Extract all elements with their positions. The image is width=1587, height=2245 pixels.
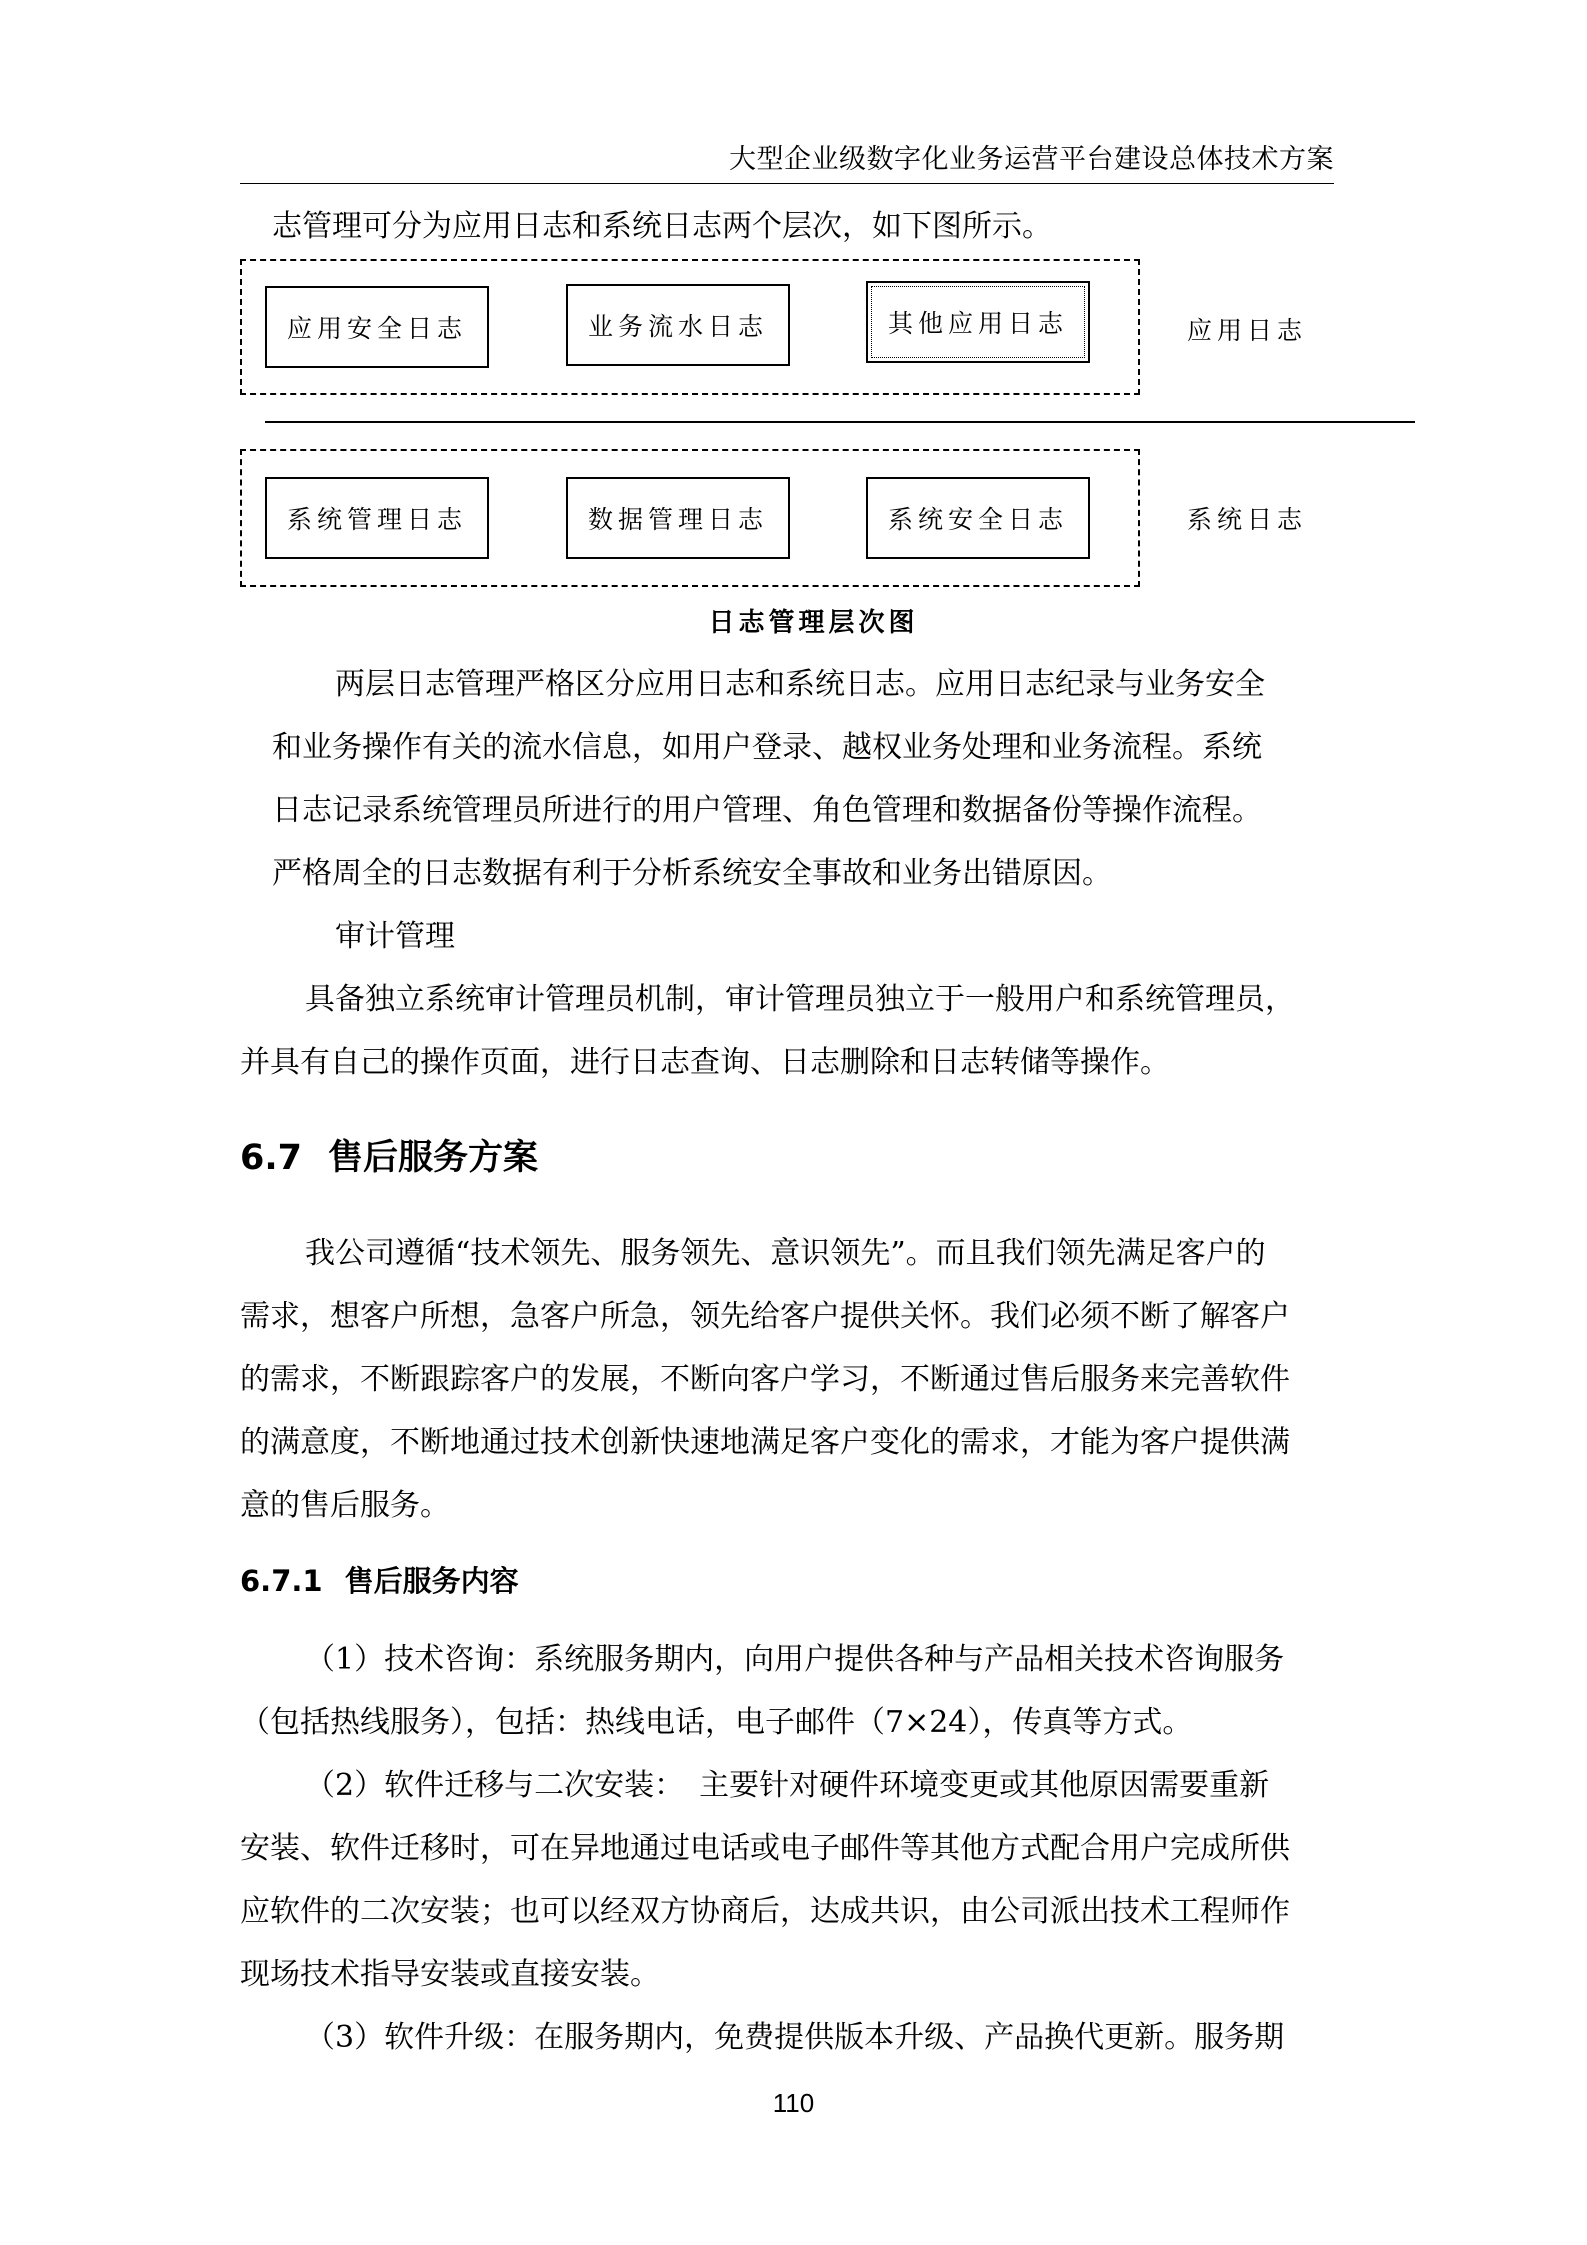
section-6-7-line: 意的售后服务。	[240, 1488, 450, 1523]
app-log-label: 应用日志	[1187, 316, 1308, 345]
item-2-line: 安装、软件迁移时，可在异地通过电话或电子邮件等其他方式配合用户完成所供	[240, 1831, 1290, 1866]
item-3-line: （3）软件升级：在服务期内，免费提供版本升级、产品换代更新。服务期	[305, 2020, 1285, 2055]
sys-security-log-box: 系统安全日志	[866, 477, 1090, 559]
section-title: 售后服务内容	[344, 1564, 519, 1598]
sys-manage-log-box: 系统管理日志	[265, 477, 489, 559]
item-2-line: 现场技术指导安装或直接安装。	[240, 1957, 660, 1992]
body-p1-line: 两层日志管理严格区分应用日志和系统日志。应用日志纪录与业务安全	[335, 667, 1265, 702]
other-app-log-box: 其他应用日志	[866, 281, 1090, 363]
layer-divider-line	[265, 421, 1415, 423]
section-6-7-line: 需求，想客户所想，急客户所急，领先给客户提供关怀。我们必须不断了解客户	[240, 1299, 1290, 1334]
section-number: 6.7	[240, 1138, 303, 1178]
item-2-line: （2）软件迁移与二次安装： 主要针对硬件环境变更或其他原因需要重新	[305, 1768, 1270, 1803]
app-security-log-box: 应用安全日志	[265, 286, 489, 368]
diagram-caption: 日志管理层次图	[708, 608, 919, 638]
section-heading-6-7	[240, 1130, 538, 1180]
body-p2-line: 具备独立系统审计管理员机制，审计管理员独立于一般用户和系统管理员，	[305, 982, 1295, 1017]
section-6-7-line: 的需求，不断跟踪客户的发展，不断向客户学习，不断通过售后服务来完善软件	[240, 1362, 1290, 1397]
log-hierarchy-diagram	[0, 0, 1587, 640]
section-title: 售后服务方案	[328, 1138, 539, 1178]
item-2-line: 应软件的二次安装；也可以经双方协商后，达成共识，由公司派出技术工程师作	[240, 1894, 1290, 1929]
body-p1-line: 日志记录系统管理员所进行的用户管理、角色管理和数据备份等操作流程。	[272, 793, 1262, 828]
section-heading-6-7-1	[240, 1559, 519, 1600]
sys-log-label: 系统日志	[1187, 505, 1308, 534]
business-flow-log-box: 业务流水日志	[566, 284, 790, 366]
section-number: 6.7.1	[240, 1564, 323, 1598]
page-header-title: 大型企业级数字化业务运营平台建设总体技术方案	[729, 144, 1334, 175]
data-manage-log-box: 数据管理日志	[566, 477, 790, 559]
audit-title: 审计管理	[335, 919, 455, 954]
item-1-line: （1）技术咨询：系统服务期内，向用户提供各种与产品相关技术咨询服务	[305, 1642, 1285, 1677]
intro-line: 志管理可分为应用日志和系统日志两个层次，如下图所示。	[272, 209, 1052, 244]
page-number: 110	[772, 2088, 815, 2118]
body-p2-line: 并具有自己的操作页面，进行日志查询、日志删除和日志转储等操作。	[240, 1045, 1170, 1080]
section-6-7-line: 我公司遵循“技术领先、服务领先、意识领先”。而且我们领先满足客户的	[305, 1236, 1266, 1271]
section-6-7-line: 的满意度，不断地通过技术创新快速地满足客户变化的需求，才能为客户提供满	[240, 1425, 1290, 1460]
body-p1-line: 和业务操作有关的流水信息，如用户登录、越权业务处理和业务流程。系统	[272, 730, 1262, 765]
item-1-line: （包括热线服务），包括：热线电话，电子邮件（7×24），传真等方式。	[240, 1705, 1193, 1740]
body-p1-line: 严格周全的日志数据有利于分析系统安全事故和业务出错原因。	[272, 856, 1112, 891]
